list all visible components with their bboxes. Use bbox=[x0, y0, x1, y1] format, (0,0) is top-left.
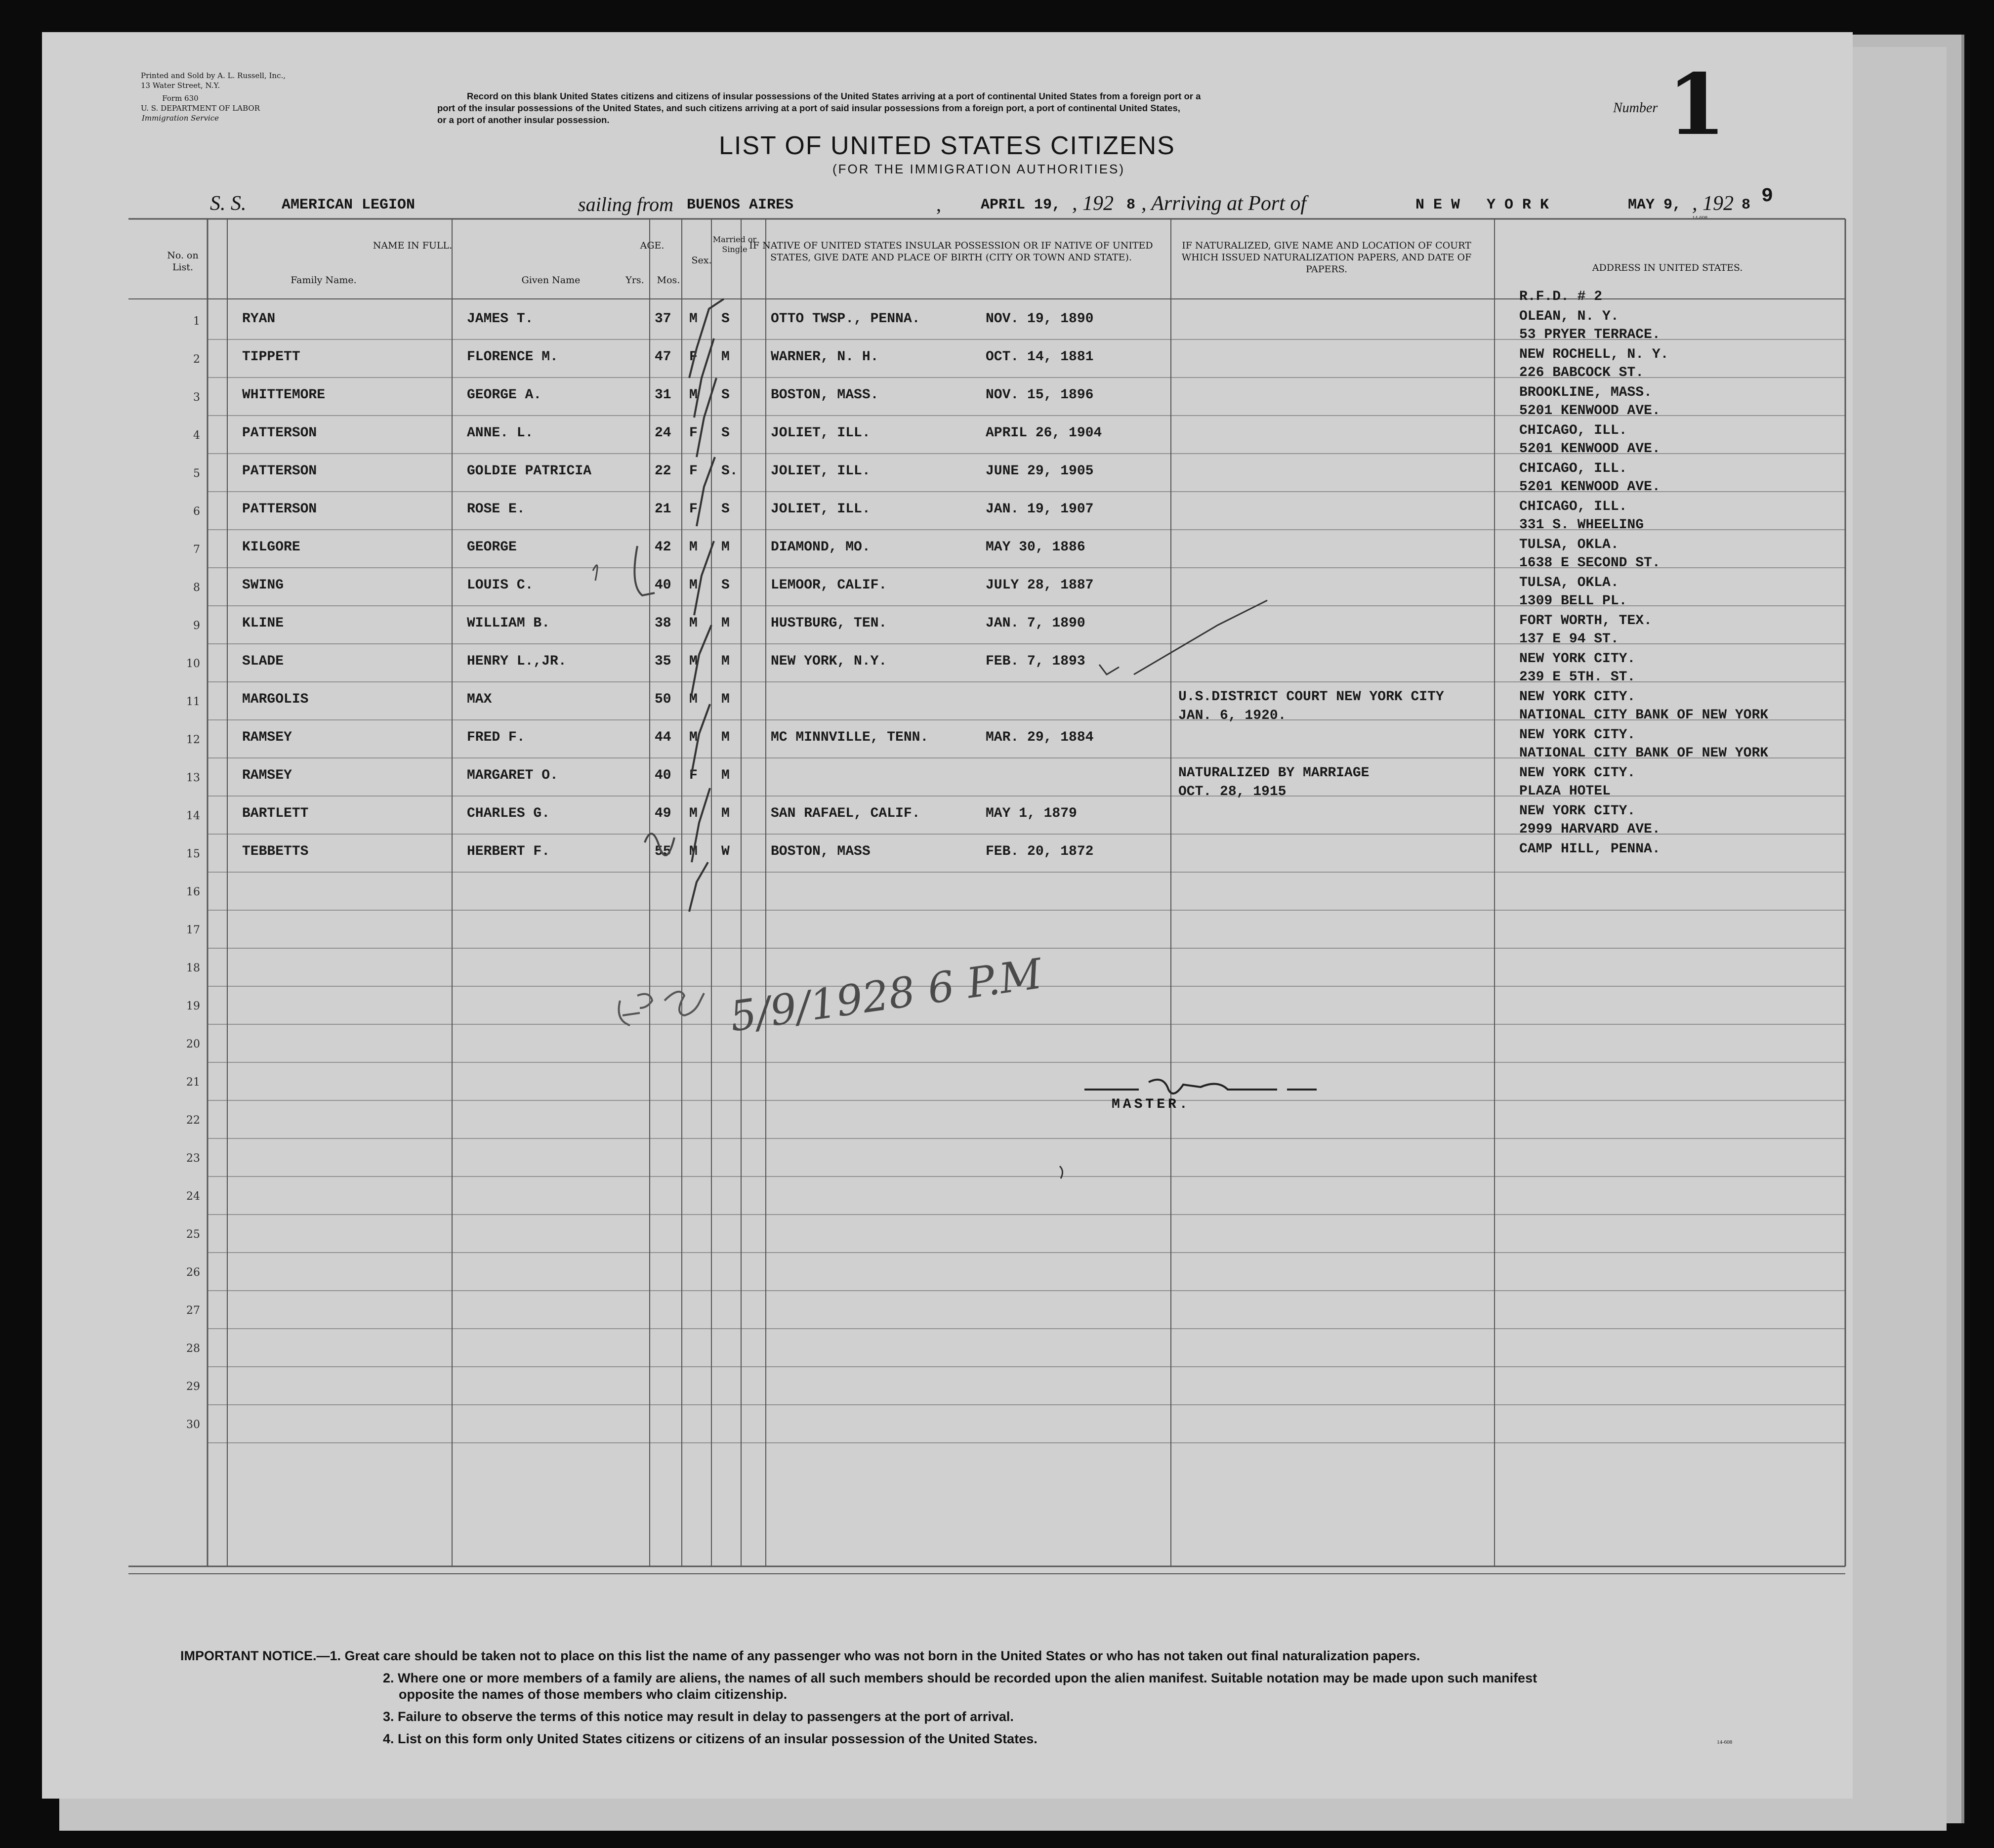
header-mos: Mos. bbox=[657, 275, 680, 286]
row-number: 10 bbox=[186, 658, 200, 670]
naturalization-line: U.S.DISTRICT COURT NEW YORK CITY bbox=[1178, 689, 1444, 705]
age-years: 37 bbox=[655, 311, 671, 327]
small-code: 14-608 bbox=[1692, 215, 1708, 221]
department: U. S. DEPARTMENT OF LABOR bbox=[141, 104, 260, 113]
service: Immigration Service bbox=[141, 114, 219, 123]
given-name: LOUIS C. bbox=[467, 578, 534, 593]
family-name: SLADE bbox=[242, 654, 284, 669]
row-number: 2 bbox=[193, 353, 200, 366]
notice-title: IMPORTANT NOTICE. bbox=[180, 1648, 317, 1663]
address-line: OLEAN, N. Y. bbox=[1519, 309, 1619, 324]
address-line: R.F.D. # 2 bbox=[1519, 289, 1603, 304]
birthdate: OCT. 14, 1881 bbox=[986, 349, 1094, 365]
age-years: 40 bbox=[655, 768, 671, 783]
sex: M bbox=[689, 730, 698, 745]
age-years: 42 bbox=[655, 540, 671, 555]
family-name: KILGORE bbox=[242, 540, 300, 555]
year-digit: 8 bbox=[1126, 197, 1136, 213]
sex: F bbox=[689, 463, 698, 479]
instruction-line: Record on this blank United States citizens and citizens of insular possessions of the United States arriving at a port of continental United States from a foreign port or a bbox=[467, 91, 1201, 101]
family-name: WHITTEMORE bbox=[242, 387, 326, 403]
given-name: MARGARET O. bbox=[467, 768, 558, 783]
given-name: WILLIAM B. bbox=[467, 616, 550, 631]
address-line: 239 E 5TH. ST. bbox=[1519, 670, 1636, 685]
row-number: 28 bbox=[186, 1343, 200, 1355]
sex: F bbox=[689, 768, 698, 783]
header-naturalized: IF NATURALIZED, GIVE NAME AND LOCATION OF COURT WHICH ISSUED NATURALIZATION PAPERS, AND DATE OF PAPERS. bbox=[1181, 240, 1472, 275]
birthdate: JULY 28, 1887 bbox=[986, 578, 1094, 593]
family-name: TIPPETT bbox=[242, 349, 300, 365]
address-line: NATIONAL CITY BANK OF NEW YORK bbox=[1519, 746, 1769, 761]
given-name: CHARLES G. bbox=[467, 806, 550, 821]
age-years: 49 bbox=[655, 806, 671, 821]
printer-line: 13 Water Street, N.Y. bbox=[141, 81, 220, 90]
row-number: 17 bbox=[186, 924, 200, 936]
instruction-line: or a port of another insular possession. bbox=[437, 115, 610, 125]
arrival-port: N E W Y O R K bbox=[1415, 197, 1549, 213]
marital-status: M bbox=[721, 730, 730, 745]
notice-item: 2. Where one or more members of a family are aliens, the names of all such members should be recorded upon the alien manifest. Suitable notation may be made upon such manifest bbox=[383, 1671, 1537, 1685]
address-line: NEW YORK CITY. bbox=[1519, 689, 1636, 705]
address-line: CAMP HILL, PENNA. bbox=[1519, 841, 1661, 857]
row-number: 29 bbox=[186, 1381, 200, 1393]
header-married: Married or Single bbox=[712, 235, 757, 254]
header-name-in-full: NAME IN FULL. bbox=[373, 240, 453, 251]
naturalization-line: JAN. 6, 1920. bbox=[1178, 708, 1287, 723]
birthplace: LEMOOR, CALIF. bbox=[771, 578, 887, 593]
sex: M bbox=[689, 654, 698, 669]
birthplace: OTTO TWSP., PENNA. bbox=[771, 311, 920, 327]
birthdate: JAN. 19, 1907 bbox=[986, 502, 1094, 517]
year-prefix: , 192 bbox=[1072, 192, 1114, 215]
given-name: HENRY L.,JR. bbox=[467, 654, 567, 669]
given-name: ANNE. L. bbox=[467, 425, 534, 441]
family-name: PATTERSON bbox=[242, 502, 317, 517]
given-name: ROSE E. bbox=[467, 502, 525, 517]
row-number: 7 bbox=[193, 544, 200, 556]
header-yrs: Yrs. bbox=[625, 275, 644, 286]
birthplace: NEW YORK, N.Y. bbox=[771, 654, 887, 669]
sex: M bbox=[689, 806, 698, 821]
address-line: 2999 HARVARD AVE. bbox=[1519, 822, 1661, 837]
birthdate: JUNE 29, 1905 bbox=[986, 463, 1094, 479]
marital-status: W bbox=[721, 844, 730, 859]
marital-status: M bbox=[721, 768, 730, 783]
marital-status: S. bbox=[721, 463, 738, 479]
marital-status: S bbox=[721, 578, 730, 593]
birthplace: DIAMOND, MO. bbox=[771, 540, 871, 555]
address-line: NEW YORK CITY. bbox=[1519, 727, 1636, 743]
address-line: NEW YORK CITY. bbox=[1519, 803, 1636, 819]
given-name: FLORENCE M. bbox=[467, 349, 558, 365]
row-number: 22 bbox=[186, 1114, 200, 1127]
given-name: JAMES T. bbox=[467, 311, 534, 327]
address-line: CHICAGO, ILL. bbox=[1519, 423, 1627, 438]
birthdate: MAR. 29, 1884 bbox=[986, 730, 1094, 745]
row-number: 30 bbox=[186, 1419, 200, 1431]
given-name: GEORGE A. bbox=[467, 387, 542, 403]
family-name: RYAN bbox=[242, 311, 276, 327]
row-number: 25 bbox=[186, 1228, 200, 1241]
sex: M bbox=[689, 578, 698, 593]
marital-status: M bbox=[721, 616, 730, 631]
row-number: 5 bbox=[193, 467, 200, 480]
family-name: SWING bbox=[242, 578, 284, 593]
age-years: 55 bbox=[655, 844, 671, 859]
arrival-year-digit: 8 bbox=[1742, 197, 1751, 213]
marital-status: S bbox=[721, 311, 730, 327]
row-number: 13 bbox=[186, 772, 200, 784]
printer-line: Printed and Sold by A. L. Russell, Inc., bbox=[141, 71, 286, 80]
form-number: Form 630 bbox=[162, 94, 199, 103]
address-line: 5201 KENWOOD AVE. bbox=[1519, 479, 1661, 495]
family-name: BARTLETT bbox=[242, 806, 309, 821]
footer-code: 14-608 bbox=[1717, 1739, 1733, 1745]
given-name: FRED F. bbox=[467, 730, 525, 745]
row-number: 24 bbox=[186, 1190, 200, 1203]
given-name: GEORGE bbox=[467, 540, 517, 555]
marital-status: S bbox=[721, 425, 730, 441]
birthdate: NOV. 19, 1890 bbox=[986, 311, 1094, 327]
address-line: 5201 KENWOOD AVE. bbox=[1519, 441, 1661, 457]
page-title: LIST OF UNITED STATES CITIZENS bbox=[719, 131, 1175, 160]
arriving-label: , Arriving at Port of bbox=[1141, 192, 1307, 215]
row-number: 15 bbox=[186, 848, 200, 860]
sex: M bbox=[689, 387, 698, 403]
list-number: 1 bbox=[1667, 55, 1726, 154]
age-years: 47 bbox=[655, 349, 671, 365]
address-line: TULSA, OKLA. bbox=[1519, 537, 1619, 552]
header-no: No. on List. bbox=[167, 250, 199, 273]
age-years: 40 bbox=[655, 578, 671, 593]
address-line: PLAZA HOTEL bbox=[1519, 784, 1611, 799]
row-number: 14 bbox=[186, 810, 200, 822]
family-name: RAMSEY bbox=[242, 768, 292, 783]
marital-status: S bbox=[721, 387, 730, 403]
family-name: RAMSEY bbox=[242, 730, 292, 745]
birthdate: FEB. 7, 1893 bbox=[986, 654, 1085, 669]
row-number: 8 bbox=[193, 582, 200, 594]
marital-status: M bbox=[721, 692, 730, 707]
departure-port: BUENOS AIRES bbox=[687, 197, 794, 213]
row-number: 23 bbox=[186, 1152, 200, 1165]
address-line: NATIONAL CITY BANK OF NEW YORK bbox=[1519, 708, 1769, 723]
ship-name: AMERICAN LEGION bbox=[282, 197, 415, 213]
header-age: AGE. bbox=[640, 240, 665, 251]
address-line: 1638 E SECOND ST. bbox=[1519, 555, 1661, 571]
address-line: 331 S. WHEELING bbox=[1519, 517, 1644, 533]
address-line: 53 PRYER TERRACE. bbox=[1519, 327, 1661, 342]
arrival-date: MAY 9, bbox=[1628, 197, 1682, 213]
sex: F bbox=[689, 349, 698, 365]
handwritten-note: 5/9/1928 6 P.M bbox=[727, 949, 1045, 1041]
address-line: NEW ROCHELL, N. Y. bbox=[1519, 347, 1669, 362]
naturalization-line: OCT. 28, 1915 bbox=[1178, 784, 1287, 799]
master-label: MASTER. bbox=[1112, 1097, 1191, 1112]
header-given: Given Name bbox=[521, 275, 581, 286]
birthplace: BOSTON, MASS bbox=[771, 844, 871, 859]
birthdate: MAY 1, 1879 bbox=[986, 806, 1077, 821]
sex: M bbox=[689, 844, 698, 859]
address-line: TULSA, OKLA. bbox=[1519, 575, 1619, 590]
birthplace: JOLIET, ILL. bbox=[771, 463, 871, 479]
separator: , bbox=[936, 193, 941, 215]
sex: M bbox=[689, 311, 698, 327]
birthplace: SAN RAFAEL, CALIF. bbox=[771, 806, 920, 821]
header-native: IF NATIVE OF UNITED STATES INSULAR POSSESSION OR IF NATIVE OF UNITED STATES, GIVE DATE AND PLACE OF BIRTH (CITY OR TOWN AND STATE). bbox=[749, 240, 1153, 263]
naturalization-line: NATURALIZED BY MARRIAGE bbox=[1178, 765, 1370, 781]
age-years: 38 bbox=[655, 616, 671, 631]
given-name: HERBERT F. bbox=[467, 844, 550, 859]
row-number: 20 bbox=[186, 1038, 200, 1050]
birthdate: APRIL 26, 1904 bbox=[986, 425, 1102, 441]
notice-item: 3. Failure to observe the terms of this notice may result in delay to passengers at the port of arrival. bbox=[383, 1709, 1014, 1724]
row-number: 26 bbox=[186, 1266, 200, 1279]
address-line: NEW YORK CITY. bbox=[1519, 765, 1636, 781]
notice-item: 4. List on this form only United States citizens or citizens of an insular possession of the United States. bbox=[383, 1731, 1038, 1746]
birthdate: JAN. 7, 1890 bbox=[986, 616, 1085, 631]
birthplace: WARNER, N. H. bbox=[771, 349, 879, 365]
marital-status: M bbox=[721, 349, 730, 365]
row-number: 1 bbox=[193, 315, 200, 328]
row-number: 9 bbox=[193, 620, 200, 632]
row-number: 18 bbox=[186, 962, 200, 974]
address-line: FORT WORTH, TEX. bbox=[1519, 613, 1652, 629]
departure-date: APRIL 19, bbox=[981, 197, 1061, 213]
birthdate: MAY 30, 1886 bbox=[986, 540, 1085, 555]
family-name: MARGOLIS bbox=[242, 692, 309, 707]
birthplace: MC MINNVILLE, TENN. bbox=[771, 730, 929, 745]
birthplace: JOLIET, ILL. bbox=[771, 425, 871, 441]
page-mark: 9 bbox=[1761, 185, 1774, 208]
row-number: 19 bbox=[186, 1000, 200, 1012]
header-sex: Sex. bbox=[691, 255, 712, 266]
row-number: 3 bbox=[193, 391, 200, 404]
age-years: 21 bbox=[655, 502, 671, 517]
sex: M bbox=[689, 540, 698, 555]
page-subtitle: (FOR THE IMMIGRATION AUTHORITIES) bbox=[832, 162, 1125, 176]
instruction-line: port of the insular possessions of the United States, and such citizens arriving at a port of said insular possessions from a foreign port, a port of continental United States, bbox=[437, 103, 1180, 113]
sailing-label: sailing from bbox=[578, 193, 673, 215]
address-line: 137 E 94 ST. bbox=[1519, 631, 1619, 647]
manifest-page bbox=[42, 32, 1853, 1799]
given-name: MAX bbox=[467, 692, 492, 707]
row-number: 27 bbox=[186, 1304, 200, 1317]
family-name: TEBBETTS bbox=[242, 844, 309, 859]
row-number: 12 bbox=[186, 734, 200, 746]
address-line: BROOKLINE, MASS. bbox=[1519, 385, 1652, 400]
sex: F bbox=[689, 502, 698, 517]
age-years: 31 bbox=[655, 387, 671, 403]
birthdate: NOV. 15, 1896 bbox=[986, 387, 1094, 403]
birthplace: JOLIET, ILL. bbox=[771, 502, 871, 517]
address-line: NEW YORK CITY. bbox=[1519, 651, 1636, 667]
row-number: 6 bbox=[193, 505, 200, 518]
age-years: 35 bbox=[655, 654, 671, 669]
address-line: CHICAGO, ILL. bbox=[1519, 499, 1627, 514]
marital-status: S bbox=[721, 502, 730, 517]
row-number: 21 bbox=[186, 1076, 200, 1089]
family-name: PATTERSON bbox=[242, 425, 317, 441]
family-name: KLINE bbox=[242, 616, 284, 631]
notice-item: —1. Great care should be taken not to place on this list the name of any passenger who was not born in the United States or who has not taken out final naturalization papers. bbox=[316, 1648, 1420, 1663]
number-label: Number bbox=[1613, 100, 1658, 116]
row-number: 16 bbox=[186, 886, 200, 898]
sex: M bbox=[689, 692, 698, 707]
important-notice bbox=[180, 1648, 1420, 1664]
age-years: 24 bbox=[655, 425, 671, 441]
marital-status: M bbox=[721, 806, 730, 821]
row-number: 4 bbox=[193, 429, 200, 442]
sex: F bbox=[689, 425, 698, 441]
birthplace: BOSTON, MASS. bbox=[771, 387, 879, 403]
ss-label: S. S. bbox=[210, 192, 247, 215]
age-years: 44 bbox=[655, 730, 671, 745]
marital-status: M bbox=[721, 654, 730, 669]
address-line: CHICAGO, ILL. bbox=[1519, 461, 1627, 476]
age-years: 22 bbox=[655, 463, 671, 479]
notice-item: opposite the names of those members who claim citizenship. bbox=[399, 1687, 788, 1702]
sex: M bbox=[689, 616, 698, 631]
header-address: ADDRESS IN UNITED STATES. bbox=[1592, 262, 1743, 273]
family-name: PATTERSON bbox=[242, 463, 317, 479]
header-family: Family Name. bbox=[291, 275, 357, 286]
given-name: GOLDIE PATRICIA bbox=[467, 463, 592, 479]
birthdate: FEB. 20, 1872 bbox=[986, 844, 1094, 859]
age-years: 50 bbox=[655, 692, 671, 707]
birthplace: HUSTBURG, TEN. bbox=[771, 616, 887, 631]
marital-status: M bbox=[721, 540, 730, 555]
address-line: 1309 BELL PL. bbox=[1519, 593, 1627, 609]
address-line: 5201 KENWOOD AVE. bbox=[1519, 403, 1661, 419]
arrival-year-prefix: , 192 bbox=[1692, 192, 1734, 215]
address-line: 226 BABCOCK ST. bbox=[1519, 365, 1644, 380]
row-number: 11 bbox=[186, 696, 200, 708]
